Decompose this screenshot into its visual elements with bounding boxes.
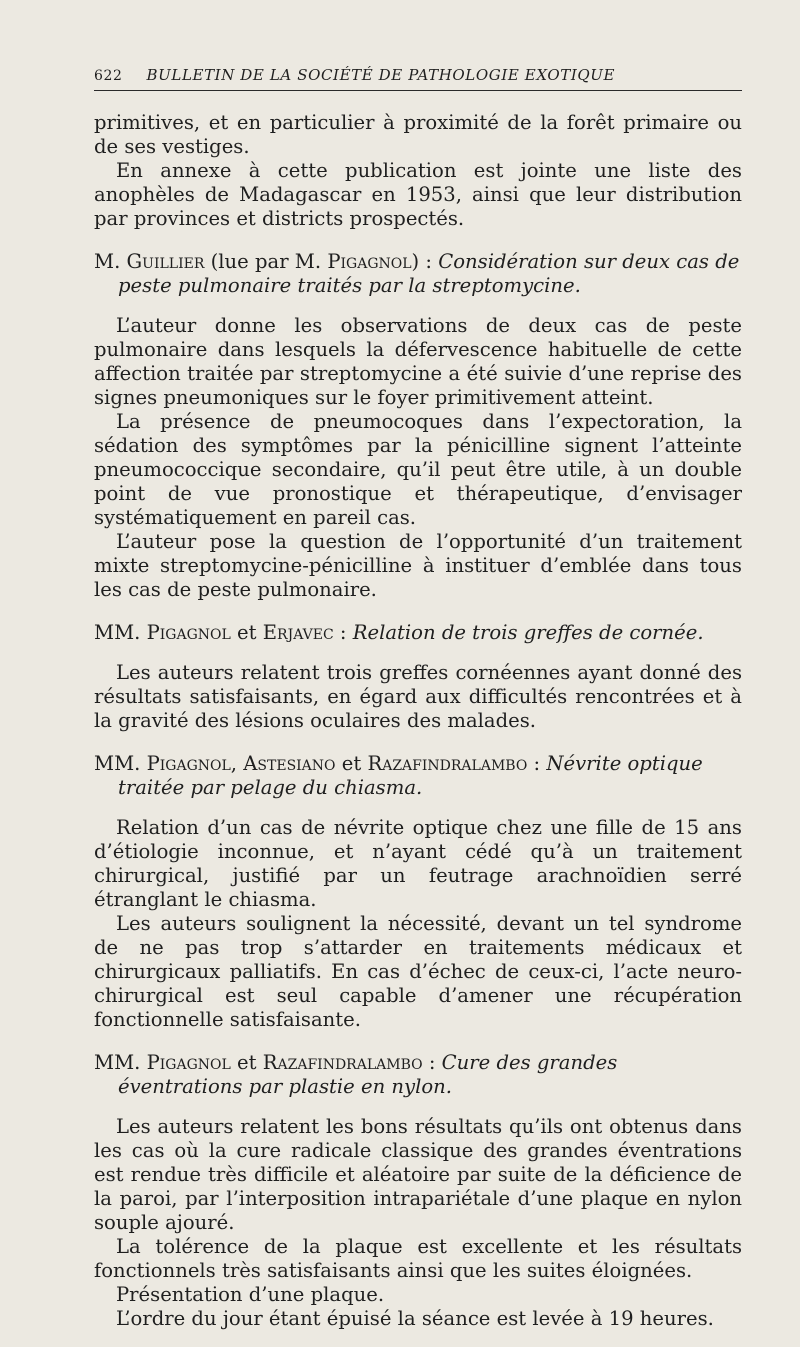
entry-4-paragraph-3: Présentation d’une plaque. <box>116 1283 385 1306</box>
entry-authors: Pigagnol <box>146 621 231 644</box>
entry-authors: Guillier <box>126 250 205 273</box>
entry-prefix: MM. <box>94 1051 141 1074</box>
running-header <box>94 66 742 91</box>
entry-4-paragraph-4: L’ordre du jour étant épuisé la séance est levée à 19 heures. <box>116 1307 714 1330</box>
entry-suffix: ) : <box>411 250 439 273</box>
entry-heading-3 <box>94 752 742 800</box>
entry-4-paragraph-2: La tolérence de la plaque est excellente et les résultats fonctionnels très satisfaisants ainsi que les suites éloignées. <box>94 1235 742 1282</box>
entry-authors: Pigagnol <box>146 1051 231 1074</box>
entry-title: Relation de trois greffes de cornée. <box>352 621 704 644</box>
entry-reader: Erjavec <box>262 621 334 644</box>
entry-suffix: : <box>422 1051 442 1074</box>
entry-heading-2 <box>94 621 742 645</box>
entry-connector: et <box>335 752 368 775</box>
entry-title: Cure des grandes éventrations par plastie en nylon. <box>118 1051 618 1098</box>
entry-1-paragraph-1: L’auteur donne les observations de deux cas de peste pulmonaire dans lesquels la défervescence habituelle de cette affection traitée par streptomycine a été suivie d’une reprise des signes pneumoniques sur le foyer primitivement atteint. <box>94 314 742 409</box>
entry-1-paragraph-2: La présence de pneumocoques dans l’expectoration, la sédation des symptômes par la pénicilline signent l’atteinte pneumococcique secondaire, qu’il peut être utile, à un double point de vue pronostique et thérapeutique, d’envisager systématiquement en pareil cas. <box>94 410 742 529</box>
page-number: 622 <box>94 68 123 84</box>
entry-connector: et <box>230 621 263 644</box>
entry-prefix: M. <box>94 250 121 273</box>
entry-reader: Razafindralambo <box>367 752 528 775</box>
entry-1-paragraph-3: L’auteur pose la question de l’opportunité d’un traitement mixte streptomycine-pénicilline à instituer d’emblée dans tous les cas de peste pulmonaire. <box>94 530 742 601</box>
running-title: BULLETIN DE LA SOCIÉTÉ DE PATHOLOGIE EXOTIQUE <box>146 66 616 84</box>
intro-paragraph-2: En annexe à cette publication est jointe une liste des anophèles de Madagascar en 1953, ainsi que leur distribution par provinces et districts prospectés. <box>94 159 742 230</box>
entry-reader: Razafindralambo <box>262 1051 423 1074</box>
entry-title: Considération sur deux cas de peste pulmonaire traités par la streptomycine. <box>118 250 740 297</box>
intro-paragraph-1: primitives, et en particulier à proximité de la forêt primaire ou de ses vestiges. <box>94 111 742 158</box>
entry-4-paragraph-1: Les auteurs relatent les bons résultats qu’ils ont obtenus dans les cas où la cure radicale classique des grandes éventrations est rendue très difficile et aléatoire par suite de la déficience de la paroi, par l’interposition intrapariétale d’une plaque en nylon souple ajouré. <box>94 1115 742 1234</box>
entry-prefix: MM. <box>94 621 141 644</box>
entry-title: Névrite optique traitée par pelage du chiasma. <box>118 752 703 799</box>
entry-2-paragraph-1: Les auteurs relatent trois greffes cornéennes ayant donné des résultats satisfaisants, en égard aux difficultés rencontrées et à la gravité des lésions oculaires des malades. <box>94 661 742 732</box>
entry-3-paragraph-2: Les auteurs soulignent la nécessité, devant un tel syndrome de ne pas trop s’attarder en traitements médicaux et chirurgicaux palliatifs. En cas d’échec de ceux-ci, l’acte neuro-chirurgical est seul capable d’amener une récupération fonctionnelle satisfaisante. <box>94 912 742 1031</box>
entry-connector: et <box>230 1051 263 1074</box>
entry-heading-1 <box>94 250 742 298</box>
entry-suffix: : <box>527 752 547 775</box>
entry-3-paragraph-1: Relation d’un cas de névrite optique chez une fille de 15 ans d’étiologie inconnue, et n’ayant cédé qu’à un traitement chirurgical, justifié par un feutrage arachnoïdien serré étranglant le chiasma. <box>94 816 742 911</box>
entry-reader: Pigagnol <box>327 250 412 273</box>
entry-authors: Pigagnol, Astesiano <box>146 752 336 775</box>
entry-connector: (lue par M. <box>204 250 328 273</box>
entry-suffix: : <box>333 621 353 644</box>
entry-heading-4 <box>94 1051 742 1099</box>
entry-prefix: MM. <box>94 752 141 775</box>
